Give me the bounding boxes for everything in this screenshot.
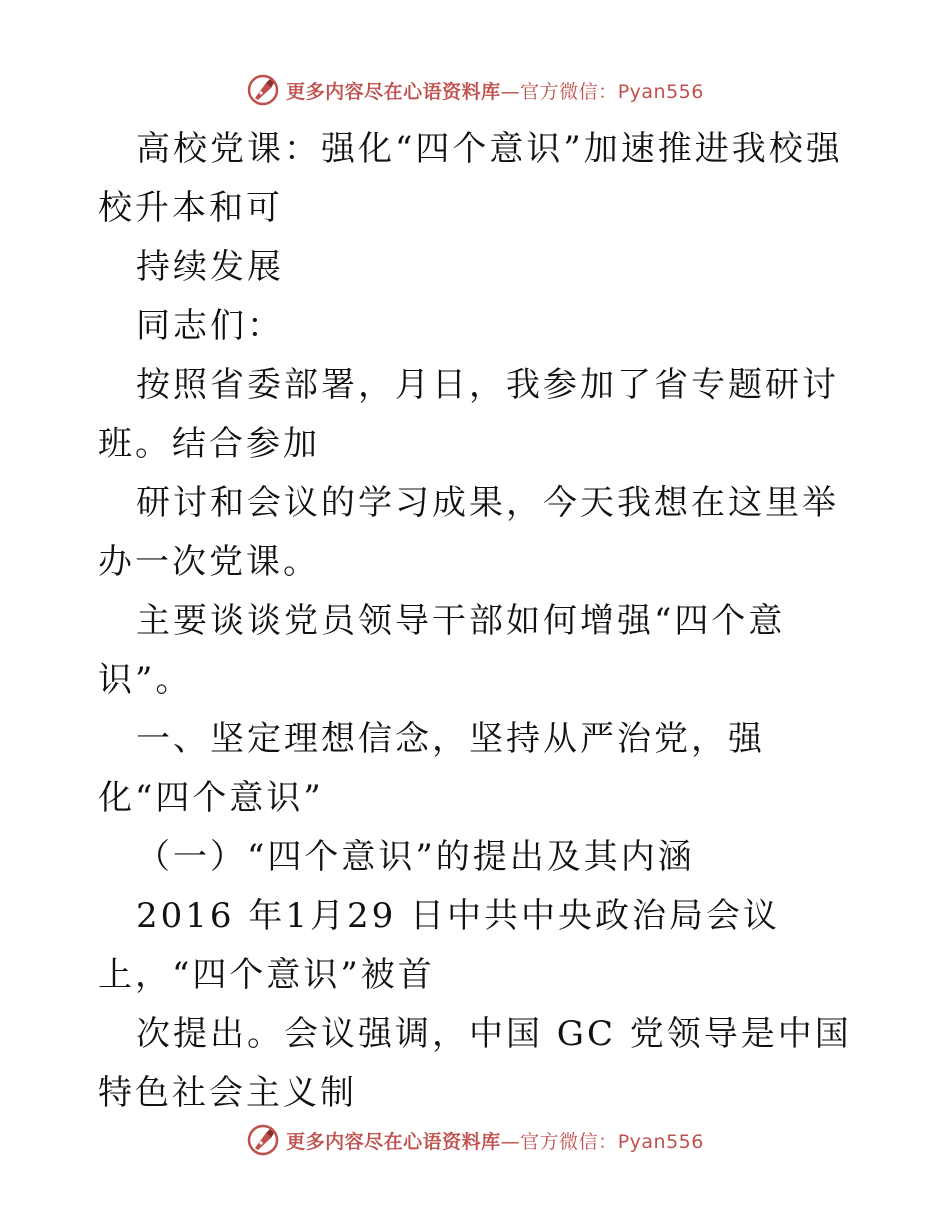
salutation: 同志们： (136, 306, 284, 346)
watermark-separator: — (500, 80, 521, 103)
footer-watermark (0, 1120, 950, 1160)
subsection-heading: （一）“四个意识”的提出及其内涵 (136, 837, 695, 877)
pen-nib-logo-icon (246, 73, 280, 107)
document-paragraph: 主要谈谈党员领导干部如何增强“四个意识”。 (98, 601, 786, 700)
watermark-text (286, 1127, 704, 1154)
watermark-text (286, 77, 704, 104)
document-paragraph: 次提出。会议强调，中国 GC 党领导是中国特色社会主义制 (98, 1014, 852, 1113)
watermark-wechat-id: Pyan556 (617, 80, 704, 103)
document-title: 高校党课：强化“四个意识”加速推进我校强校升本和可 (98, 129, 843, 228)
watermark-separator: — (500, 1130, 521, 1153)
watermark-wechat-label: 官方微信： (520, 1130, 618, 1153)
document-paragraph: 持续发展 (136, 247, 284, 287)
watermark-wechat-id: Pyan556 (617, 1130, 704, 1153)
document-paragraph: 按照省委部署，月日，我参加了省专题研讨班。结合参加 (98, 365, 839, 464)
document-paragraph: 研讨和会议的学习成果，今天我想在这里举办一次党课。 (98, 483, 839, 582)
document-paragraph: 2016 年1月29 日中共中央政治局会议上，“四个意识”被首 (98, 896, 781, 995)
pen-nib-logo-icon (246, 1123, 280, 1157)
header-watermark (0, 70, 950, 110)
document-body (98, 120, 858, 1123)
watermark-site-text: 更多内容尽在心语资料库 (286, 80, 501, 103)
section-heading: 一、坚定理想信念，坚持从严治党，强化“四个意识” (98, 719, 765, 818)
watermark-wechat-label: 官方微信： (520, 80, 618, 103)
watermark-site-text: 更多内容尽在心语资料库 (286, 1130, 501, 1153)
